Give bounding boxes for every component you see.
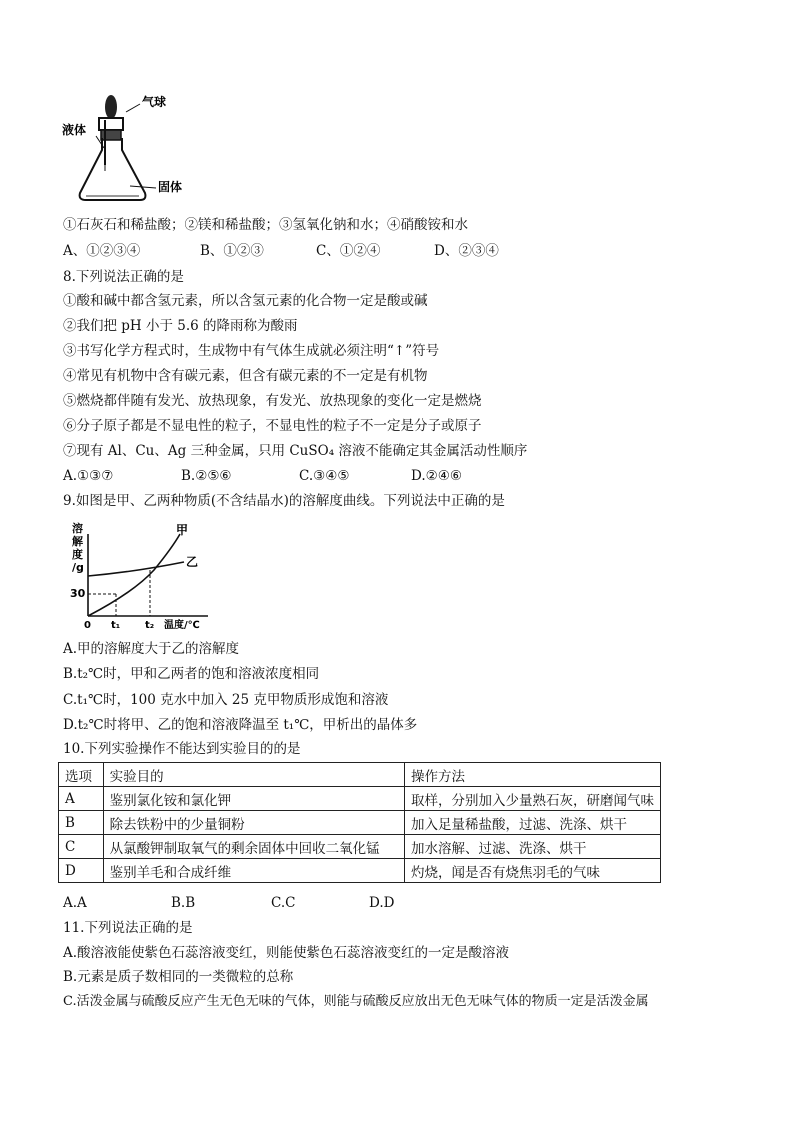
table-row	[59, 811, 661, 835]
q8-option-b: B.②⑤⑥	[181, 468, 232, 484]
solubility-graph	[64, 520, 224, 632]
q8-statement-3: ③书写化学方程式时，生成物中有气体生成就必须注明“↑”符号	[63, 343, 440, 359]
row-a-method: 取样，分别加入少量熟石灰，研磨闻气味	[405, 787, 661, 811]
table-row	[59, 835, 661, 859]
q10-table	[58, 762, 661, 883]
row-b-purpose: 除去铁粉中的少量铜粉	[103, 811, 404, 835]
row-c-purpose: 从氯酸钾制取氧气的剩余固体中回收二氧化锰	[103, 835, 404, 859]
q9-option-b: B.t₂℃时，甲和乙两者的饱和溶液浓度相同	[63, 666, 320, 682]
row-d-method: 灼烧，闻是否有烧焦羽毛的气味	[405, 859, 661, 883]
q8-statement-1: ①酸和碱中都含氢元素，所以含氢元素的化合物一定是酸或碱	[63, 293, 428, 309]
q9-option-a: A.甲的溶解度大于乙的溶解度	[63, 641, 240, 657]
liquid-label: 液体	[62, 123, 87, 137]
row-b-method: 加入足量稀盐酸，过滤、洗涤、烘干	[405, 811, 661, 835]
q7-option-c: C、①②④	[316, 243, 381, 259]
q8-stem: 8.下列说法正确的是	[63, 269, 184, 285]
q11-option-c: C.活泼金属与硫酸反应产生无色无味的气体，则能与硫酸反应放出无色无味气体的物质一定是活泼金属	[63, 994, 649, 1009]
q9-stem: 9.如图是甲、乙两种物质(不含结晶水)的溶解度曲线。下列说法中正确的是	[63, 493, 505, 509]
curve-yi	[88, 562, 184, 576]
header-option: 选项	[59, 763, 104, 787]
y-tick-30: 30	[70, 587, 86, 600]
q10-option-b: B.B	[171, 895, 196, 911]
ylabel-char-3: 度	[72, 548, 83, 561]
row-a-option: A	[59, 787, 104, 811]
q7-option-a: A、①②③④	[63, 243, 141, 259]
q8-statement-4: ④常见有机物中含有碳元素，但含有碳元素的不一定是有机物	[63, 368, 428, 384]
q11-stem: 11.下列说法正确的是	[63, 920, 193, 936]
table-row	[59, 859, 661, 883]
series-yi-label: 乙	[186, 555, 199, 569]
q10-stem: 10.下列实验操作不能达到实验目的的是	[63, 741, 301, 757]
header-purpose: 实验目的	[103, 763, 404, 787]
ylabel-char-2: 解	[72, 535, 83, 548]
table-header-row	[59, 763, 661, 787]
ylabel-char-4: /g	[72, 561, 84, 574]
balloon-shape	[105, 95, 117, 119]
row-c-option: C	[59, 835, 104, 859]
row-b-option: B	[59, 811, 104, 835]
q11-option-a: A.酸溶液能使紫色石蕊溶液变红，则能使紫色石蕊溶液变红的一定是酸溶液	[63, 945, 510, 961]
origin-label: 0	[84, 620, 91, 631]
row-c-method: 加水溶解、过滤、洗涤、烘干	[405, 835, 661, 859]
table-row	[59, 787, 661, 811]
q10-option-d: D.D	[369, 895, 395, 911]
q8-option-a: A.①③⑦	[63, 468, 114, 484]
x-tick-t2: t₂	[145, 620, 155, 631]
header-method: 操作方法	[405, 763, 661, 787]
q8-statement-2: ②我们把 pH 小于 5.6 的降雨称为酸雨	[63, 318, 298, 334]
flask-figure	[60, 90, 200, 205]
q11-option-b: B.元素是质子数相同的一类微粒的总称	[63, 969, 294, 985]
series-jia-label: 甲	[176, 523, 189, 537]
q8-option-c: C.③④⑤	[299, 468, 350, 484]
balloon-label: 气球	[142, 95, 167, 109]
solid-label: 固体	[158, 180, 183, 194]
q10-option-a: A.A	[63, 895, 87, 911]
row-a-purpose: 鉴别氯化铵和氯化钾	[103, 787, 404, 811]
q8-option-d: D.②④⑥	[411, 468, 462, 484]
q8-statement-6: ⑥分子原子都是不显电性的粒子，不显电性的粒子不一定是分子或原子	[63, 418, 482, 434]
ylabel-char-1: 溶	[72, 522, 83, 535]
q8-statement-5: ⑤燃烧都伴随有发光、放热现象，有发光、放热现象的变化一定是燃烧	[63, 393, 482, 409]
x-axis-label: 温度/℃	[164, 620, 200, 631]
q7-option-b: B、①②③	[200, 243, 264, 259]
q8-statement-7: ⑦现有 Al、Cu、Ag 三种金属，只用 CuSO₄ 溶液不能确定其金属活动性顺序	[63, 443, 528, 459]
q9-option-c: C.t₁℃时，100 克水中加入 25 克甲物质形成饱和溶液	[63, 692, 389, 708]
row-d-option: D	[59, 859, 104, 883]
q7-items: ①石灰石和稀盐酸；②镁和稀盐酸；③氢氧化钠和水；④硝酸铵和水	[63, 217, 468, 233]
q9-option-d: D.t₂℃时将甲、乙的饱和溶液降温至 t₁℃，甲析出的晶体多	[63, 717, 418, 733]
row-d-purpose: 鉴别羊毛和合成纤维	[103, 859, 404, 883]
q10-option-c: C.C	[271, 895, 296, 911]
q7-option-d: D、②③④	[434, 243, 499, 259]
x-tick-t1: t₁	[111, 620, 121, 631]
